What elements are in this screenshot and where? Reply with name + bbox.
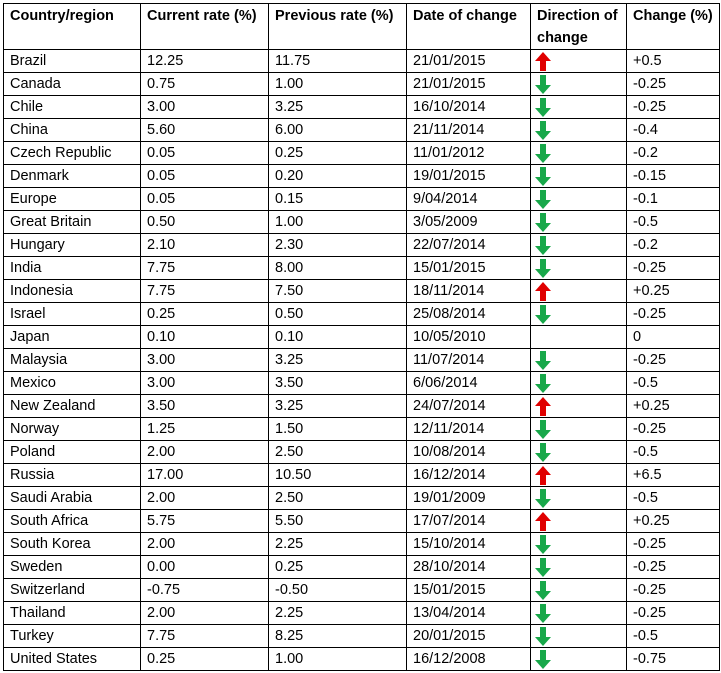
direction-cell: [531, 648, 627, 671]
country-cell: Russia: [4, 464, 141, 487]
date-cell: 22/07/2014: [407, 234, 531, 257]
country-cell: Malaysia: [4, 349, 141, 372]
current-rate-cell: 3.00: [141, 372, 269, 395]
arrow-down-icon: [535, 489, 551, 508]
current-rate-cell: 3.00: [141, 349, 269, 372]
previous-rate-cell: 2.50: [269, 487, 407, 510]
direction-cell: [531, 96, 627, 119]
change-cell: -0.25: [627, 533, 720, 556]
date-cell: 12/11/2014: [407, 418, 531, 441]
date-cell: 15/01/2015: [407, 257, 531, 280]
arrow-down-icon: [535, 581, 551, 600]
previous-rate-cell: 0.15: [269, 188, 407, 211]
date-cell: 19/01/2009: [407, 487, 531, 510]
arrow-up-icon: [535, 512, 551, 531]
date-cell: 11/07/2014: [407, 349, 531, 372]
table-row: [4, 625, 720, 648]
previous-rate-cell: 3.25: [269, 349, 407, 372]
country-cell: Saudi Arabia: [4, 487, 141, 510]
country-cell: South Korea: [4, 533, 141, 556]
country-cell: Brazil: [4, 50, 141, 73]
change-cell: -0.2: [627, 142, 720, 165]
arrow-down-icon: [535, 558, 551, 577]
table-row: [4, 50, 720, 73]
current-rate-cell: 2.00: [141, 602, 269, 625]
current-rate-cell: 2.00: [141, 441, 269, 464]
country-cell: Israel: [4, 303, 141, 326]
date-cell: 24/07/2014: [407, 395, 531, 418]
country-cell: United States: [4, 648, 141, 671]
previous-rate-cell: 5.50: [269, 510, 407, 533]
table-row: [4, 326, 720, 349]
current-rate-cell: 5.60: [141, 119, 269, 142]
previous-rate-cell: 0.25: [269, 556, 407, 579]
country-cell: New Zealand: [4, 395, 141, 418]
direction-cell: [531, 326, 627, 349]
current-rate-cell: 2.00: [141, 487, 269, 510]
direction-cell: [531, 280, 627, 303]
direction-cell: [531, 50, 627, 73]
date-cell: 6/06/2014: [407, 372, 531, 395]
table-row: [4, 280, 720, 303]
current-rate-cell: 0.10: [141, 326, 269, 349]
table-row: [4, 395, 720, 418]
date-cell: 28/10/2014: [407, 556, 531, 579]
current-rate-cell: 0.25: [141, 303, 269, 326]
header-row: [4, 4, 720, 50]
previous-rate-cell: 8.25: [269, 625, 407, 648]
arrow-up-icon: [535, 282, 551, 301]
date-cell: 9/04/2014: [407, 188, 531, 211]
header-current-rate: Current rate (%): [141, 4, 269, 50]
previous-rate-cell: 1.00: [269, 648, 407, 671]
previous-rate-cell: -0.50: [269, 579, 407, 602]
arrow-down-icon: [535, 443, 551, 462]
change-cell: -0.25: [627, 257, 720, 280]
previous-rate-cell: 6.00: [269, 119, 407, 142]
table-row: [4, 556, 720, 579]
current-rate-cell: 0.00: [141, 556, 269, 579]
date-cell: 10/08/2014: [407, 441, 531, 464]
direction-cell: [531, 188, 627, 211]
current-rate-cell: 17.00: [141, 464, 269, 487]
change-cell: -0.5: [627, 211, 720, 234]
country-cell: China: [4, 119, 141, 142]
previous-rate-cell: 1.00: [269, 211, 407, 234]
arrow-up-icon: [535, 397, 551, 416]
previous-rate-cell: 1.50: [269, 418, 407, 441]
direction-cell: [531, 211, 627, 234]
table-row: [4, 303, 720, 326]
table-body: [4, 50, 720, 671]
change-cell: +0.25: [627, 395, 720, 418]
direction-cell: [531, 510, 627, 533]
change-cell: +0.5: [627, 50, 720, 73]
current-rate-cell: 0.50: [141, 211, 269, 234]
country-cell: South Africa: [4, 510, 141, 533]
date-cell: 11/01/2012: [407, 142, 531, 165]
previous-rate-cell: 11.75: [269, 50, 407, 73]
direction-cell: [531, 395, 627, 418]
current-rate-cell: -0.75: [141, 579, 269, 602]
direction-cell: [531, 579, 627, 602]
change-cell: -0.2: [627, 234, 720, 257]
previous-rate-cell: 3.25: [269, 96, 407, 119]
change-cell: -0.4: [627, 119, 720, 142]
direction-cell: [531, 487, 627, 510]
country-cell: Turkey: [4, 625, 141, 648]
current-rate-cell: 7.75: [141, 625, 269, 648]
change-cell: -0.25: [627, 73, 720, 96]
current-rate-cell: 2.10: [141, 234, 269, 257]
previous-rate-cell: 7.50: [269, 280, 407, 303]
previous-rate-cell: 2.50: [269, 441, 407, 464]
arrow-down-icon: [535, 144, 551, 163]
direction-cell: [531, 257, 627, 280]
country-cell: Chile: [4, 96, 141, 119]
change-cell: -0.25: [627, 602, 720, 625]
country-cell: Indonesia: [4, 280, 141, 303]
change-cell: -0.5: [627, 372, 720, 395]
table-row: [4, 349, 720, 372]
header-direction-of-change: Direction of change: [531, 4, 627, 50]
arrow-down-icon: [535, 374, 551, 393]
current-rate-cell: 3.00: [141, 96, 269, 119]
header-date-of-change: Date of change: [407, 4, 531, 50]
country-cell: Europe: [4, 188, 141, 211]
previous-rate-cell: 10.50: [269, 464, 407, 487]
date-cell: 16/12/2014: [407, 464, 531, 487]
current-rate-cell: 2.00: [141, 533, 269, 556]
country-cell: Thailand: [4, 602, 141, 625]
arrow-down-icon: [535, 420, 551, 439]
change-cell: -0.25: [627, 96, 720, 119]
date-cell: 21/01/2015: [407, 50, 531, 73]
current-rate-cell: 0.05: [141, 165, 269, 188]
country-cell: India: [4, 257, 141, 280]
current-rate-cell: 7.75: [141, 257, 269, 280]
table-row: [4, 188, 720, 211]
current-rate-cell: 7.75: [141, 280, 269, 303]
table-row: [4, 142, 720, 165]
table-row: [4, 487, 720, 510]
table-row: [4, 234, 720, 257]
direction-cell: [531, 119, 627, 142]
current-rate-cell: 5.75: [141, 510, 269, 533]
change-cell: -0.5: [627, 487, 720, 510]
direction-cell: [531, 303, 627, 326]
previous-rate-cell: 2.25: [269, 533, 407, 556]
change-cell: -0.25: [627, 418, 720, 441]
change-cell: -0.25: [627, 349, 720, 372]
country-cell: Canada: [4, 73, 141, 96]
current-rate-cell: 0.75: [141, 73, 269, 96]
date-cell: 25/08/2014: [407, 303, 531, 326]
table-row: [4, 211, 720, 234]
table-row: [4, 602, 720, 625]
table-row: [4, 73, 720, 96]
change-cell: -0.75: [627, 648, 720, 671]
direction-cell: [531, 625, 627, 648]
arrow-down-icon: [535, 650, 551, 669]
direction-cell: [531, 234, 627, 257]
current-rate-cell: 1.25: [141, 418, 269, 441]
date-cell: 18/11/2014: [407, 280, 531, 303]
change-cell: +6.5: [627, 464, 720, 487]
arrow-down-icon: [535, 305, 551, 324]
country-cell: Switzerland: [4, 579, 141, 602]
arrow-down-icon: [535, 75, 551, 94]
current-rate-cell: 0.25: [141, 648, 269, 671]
date-cell: 3/05/2009: [407, 211, 531, 234]
date-cell: 19/01/2015: [407, 165, 531, 188]
country-cell: Norway: [4, 418, 141, 441]
date-cell: 16/10/2014: [407, 96, 531, 119]
arrow-down-icon: [535, 213, 551, 232]
table-row: [4, 533, 720, 556]
direction-cell: [531, 142, 627, 165]
header-previous-rate: Previous rate (%): [269, 4, 407, 50]
country-cell: Sweden: [4, 556, 141, 579]
change-cell: -0.25: [627, 303, 720, 326]
previous-rate-cell: 0.20: [269, 165, 407, 188]
date-cell: 13/04/2014: [407, 602, 531, 625]
arrow-down-icon: [535, 121, 551, 140]
direction-cell: [531, 349, 627, 372]
date-cell: 10/05/2010: [407, 326, 531, 349]
direction-cell: [531, 418, 627, 441]
country-cell: Hungary: [4, 234, 141, 257]
header-country: Country/region: [4, 4, 141, 50]
table-row: [4, 257, 720, 280]
table-row: [4, 441, 720, 464]
country-cell: Great Britain: [4, 211, 141, 234]
arrow-down-icon: [535, 604, 551, 623]
direction-cell: [531, 464, 627, 487]
date-cell: 20/01/2015: [407, 625, 531, 648]
change-cell: +0.25: [627, 510, 720, 533]
arrow-up-icon: [535, 466, 551, 485]
date-cell: 21/11/2014: [407, 119, 531, 142]
table-row: [4, 579, 720, 602]
table-row: [4, 165, 720, 188]
date-cell: 21/01/2015: [407, 73, 531, 96]
direction-cell: [531, 372, 627, 395]
change-cell: +0.25: [627, 280, 720, 303]
direction-cell: [531, 533, 627, 556]
table-row: [4, 464, 720, 487]
current-rate-cell: 0.05: [141, 188, 269, 211]
table-row: [4, 648, 720, 671]
previous-rate-cell: 3.50: [269, 372, 407, 395]
interest-rate-table: [3, 3, 720, 671]
country-cell: Mexico: [4, 372, 141, 395]
change-cell: -0.5: [627, 625, 720, 648]
previous-rate-cell: 0.50: [269, 303, 407, 326]
table-row: [4, 418, 720, 441]
change-cell: -0.15: [627, 165, 720, 188]
previous-rate-cell: 0.25: [269, 142, 407, 165]
country-cell: Japan: [4, 326, 141, 349]
country-cell: Poland: [4, 441, 141, 464]
table-row: [4, 372, 720, 395]
previous-rate-cell: 2.30: [269, 234, 407, 257]
change-cell: -0.25: [627, 556, 720, 579]
direction-cell: [531, 165, 627, 188]
table-row: [4, 510, 720, 533]
arrow-down-icon: [535, 535, 551, 554]
previous-rate-cell: 2.25: [269, 602, 407, 625]
arrow-down-icon: [535, 167, 551, 186]
direction-cell: [531, 556, 627, 579]
previous-rate-cell: 0.10: [269, 326, 407, 349]
country-cell: Denmark: [4, 165, 141, 188]
previous-rate-cell: 1.00: [269, 73, 407, 96]
current-rate-cell: 0.05: [141, 142, 269, 165]
arrow-down-icon: [535, 236, 551, 255]
direction-cell: [531, 73, 627, 96]
country-cell: Czech Republic: [4, 142, 141, 165]
arrow-down-icon: [535, 190, 551, 209]
change-cell: 0: [627, 326, 720, 349]
change-cell: -0.1: [627, 188, 720, 211]
date-cell: 17/07/2014: [407, 510, 531, 533]
date-cell: 15/01/2015: [407, 579, 531, 602]
date-cell: 15/10/2014: [407, 533, 531, 556]
table-row: [4, 119, 720, 142]
arrow-down-icon: [535, 98, 551, 117]
change-cell: -0.5: [627, 441, 720, 464]
direction-cell: [531, 602, 627, 625]
arrow-down-icon: [535, 259, 551, 278]
direction-cell: [531, 441, 627, 464]
arrow-up-icon: [535, 52, 551, 71]
table-row: [4, 96, 720, 119]
current-rate-cell: 3.50: [141, 395, 269, 418]
arrow-down-icon: [535, 627, 551, 646]
previous-rate-cell: 8.00: [269, 257, 407, 280]
previous-rate-cell: 3.25: [269, 395, 407, 418]
change-cell: -0.25: [627, 579, 720, 602]
header-change: Change (%): [627, 4, 720, 50]
current-rate-cell: 12.25: [141, 50, 269, 73]
date-cell: 16/12/2008: [407, 648, 531, 671]
arrow-down-icon: [535, 351, 551, 370]
